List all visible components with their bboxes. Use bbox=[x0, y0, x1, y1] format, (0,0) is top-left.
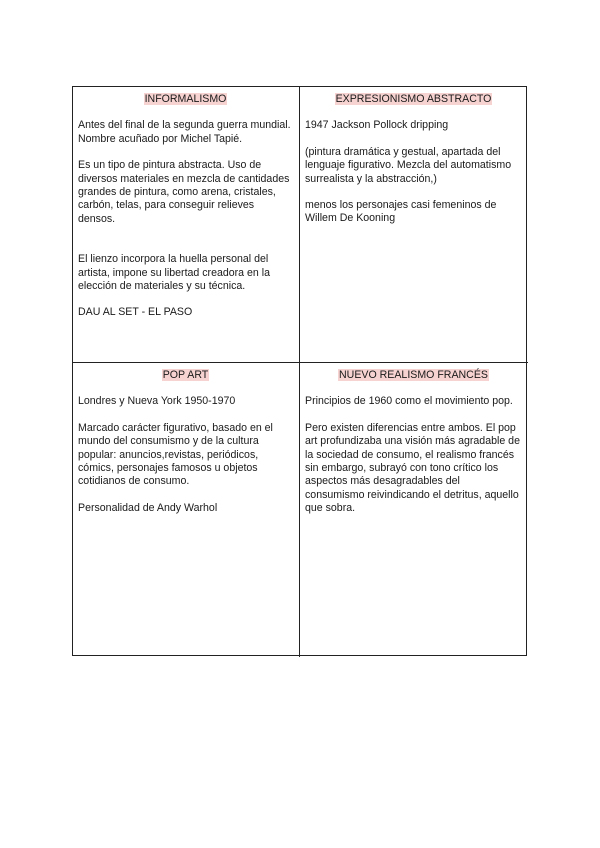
paragraph: Pero existen diferencias entre ambos. El pop art profundizaba una visión más agradable de la sociedad de consumo, el realismo francés sin embargo, subrayó con tono crítico los aspectos más desagradables del consumismo reivindicando el detritus, aquello que sobra. bbox=[305, 421, 520, 515]
heading-text: INFORMALISMO bbox=[144, 93, 227, 105]
paragraph: Principios de 1960 como el movimiento pop. bbox=[305, 395, 513, 408]
cell-informalismo bbox=[73, 87, 300, 363]
art-movements-table bbox=[72, 86, 527, 656]
heading-informalismo bbox=[78, 93, 293, 106]
paragraph: Personalidad de Andy Warhol bbox=[78, 501, 218, 514]
paragraph: Marcado carácter figurativo, basado en el mundo del consumismo y de la cultura popular: anuncios,revistas, periódicos, cómics, personajes famosos u objetos cotidianos de consumo. bbox=[78, 421, 273, 488]
heading-text: EXPRESIONISMO ABSTRACTO bbox=[335, 93, 492, 105]
paragraph: Londres y Nueva York 1950-1970 bbox=[78, 395, 236, 408]
heading-text: NUEVO REALISMO FRANCÉS bbox=[339, 369, 488, 381]
paragraph: DAU AL SET - EL PASO bbox=[78, 306, 193, 319]
heading-expresionismo-abstracto bbox=[305, 93, 522, 106]
paragraph: Es un tipo de pintura abstracta. Uso de diversos materiales en mezcla de cantidades grandes de pintura, como arena, cristales, carbón, telas, para conseguir relieves densos. bbox=[78, 159, 290, 225]
paragraph: (pintura dramática y gestual, apartada del lenguaje figurativo. Mezcla del automatismo surrealista y la abstracción,) bbox=[305, 145, 512, 185]
cell-nuevo-realismo-frances bbox=[300, 363, 528, 657]
paragraph: Antes del final de la segunda guerra mundial. Nombre acuñado por Michel Tapié. bbox=[78, 119, 291, 145]
paragraph: El lienzo incorpora la huella personal del artista, impone su libertad creadora en la elección de materiales y su técnica. bbox=[78, 253, 270, 293]
heading-text: POP ART bbox=[162, 369, 209, 381]
heading-pop-art bbox=[78, 369, 293, 382]
heading-nuevo-realismo-frances bbox=[305, 369, 522, 382]
paragraph: 1947 Jackson Pollock dripping bbox=[305, 119, 449, 132]
cell-expresionismo-abstracto bbox=[300, 87, 528, 363]
paragraph: menos los personajes casi femeninos de Willem De Kooning bbox=[305, 199, 497, 225]
cell-pop-art bbox=[73, 363, 300, 657]
